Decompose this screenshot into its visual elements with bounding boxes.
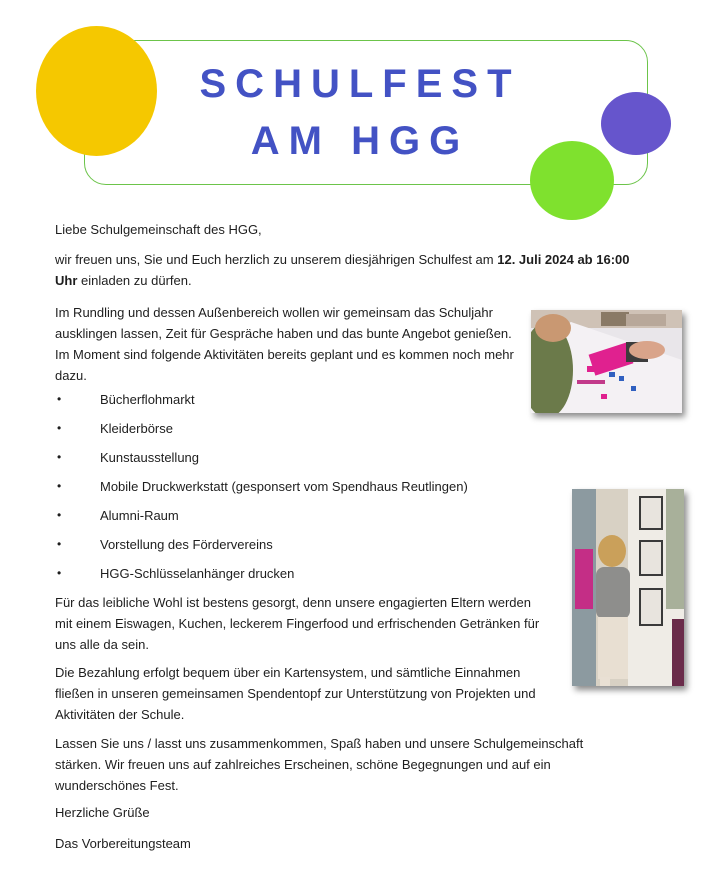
bullet-icon: •: [57, 479, 62, 493]
activity-label: Kleiderbörse: [100, 421, 173, 436]
closing-regards: Herzliche Grüße: [55, 805, 150, 820]
intro-paragraph: [55, 249, 630, 291]
food-paragraph: Für das leibliche Wohl ist bestens gesorgt, denn unsere engagierten Eltern werden mit einem Eiswagen, Kuchen, leckerem Fingerfood und erfrischenden Getränken für uns alle da sein.: [55, 595, 540, 652]
signature: Das Vorbereitungsteam: [55, 836, 191, 851]
title-line-2: AM HGG: [250, 119, 470, 163]
purple-circle-decoration: [601, 92, 671, 155]
bullet-icon: •: [57, 566, 62, 580]
intro-text-start: wir freuen uns, Sie und Euch herzlich zu unserem diesjährigen Schulfest am: [55, 252, 498, 267]
yellow-circle-decoration: [36, 26, 157, 156]
bullet-icon: •: [57, 450, 62, 464]
greeting: Liebe Schulgemeinschaft des HGG,: [55, 222, 262, 237]
meet-paragraph: Lassen Sie uns / lasst uns zusammenkommen, Spaß haben und unsere Schulgemeinschaft stärken. Wir freuen uns auf zahlreiches Erscheinen, schöne Begegnungen und auf ein wunderschönes Fest.: [55, 736, 584, 793]
bullet-icon: •: [57, 537, 62, 551]
activity-label: Alumni-Raum: [100, 508, 179, 523]
activity-label: Mobile Druckwerkstatt (gesponsert vom Spendhaus Reutlingen): [100, 479, 468, 494]
art-exhibition-photo: [572, 489, 684, 686]
event-date: 12. Juli 2024 ab 16:00 Uhr: [55, 252, 630, 288]
bullet-icon: •: [57, 421, 62, 435]
activity-label: Kunstausstellung: [100, 450, 200, 465]
title-line-1: SCHULFEST: [199, 62, 521, 106]
bullet-icon: •: [57, 392, 62, 406]
intro-text-end: einladen zu dürfen.: [77, 273, 192, 288]
activity-label: Vorstellung des Fördervereins: [100, 537, 273, 552]
payment-paragraph: Die Bezahlung erfolgt bequem über ein Kartensystem, und sämtliche Einnahmen fließen in unseren gemeinsamen Spendentopf zur Unterstützung von Projekten und Aktivitäten der Schule.: [55, 665, 536, 722]
printing-workshop-photo: [531, 310, 682, 413]
plan-paragraph: Im Rundling und dessen Außenbereich wollen wir gemeinsam das Schuljahr ausklingen lassen, Zeit für Gespräche haben und das bunte Angebot genießen. Im Moment sind folgende Aktivitäten bereits geplant und es kommen noch mehr dazu.: [55, 305, 514, 383]
activity-label: Bücherflohmarkt: [100, 392, 195, 407]
bullet-icon: •: [57, 508, 62, 522]
activity-label: HGG-Schlüsselanhänger drucken: [100, 566, 295, 581]
